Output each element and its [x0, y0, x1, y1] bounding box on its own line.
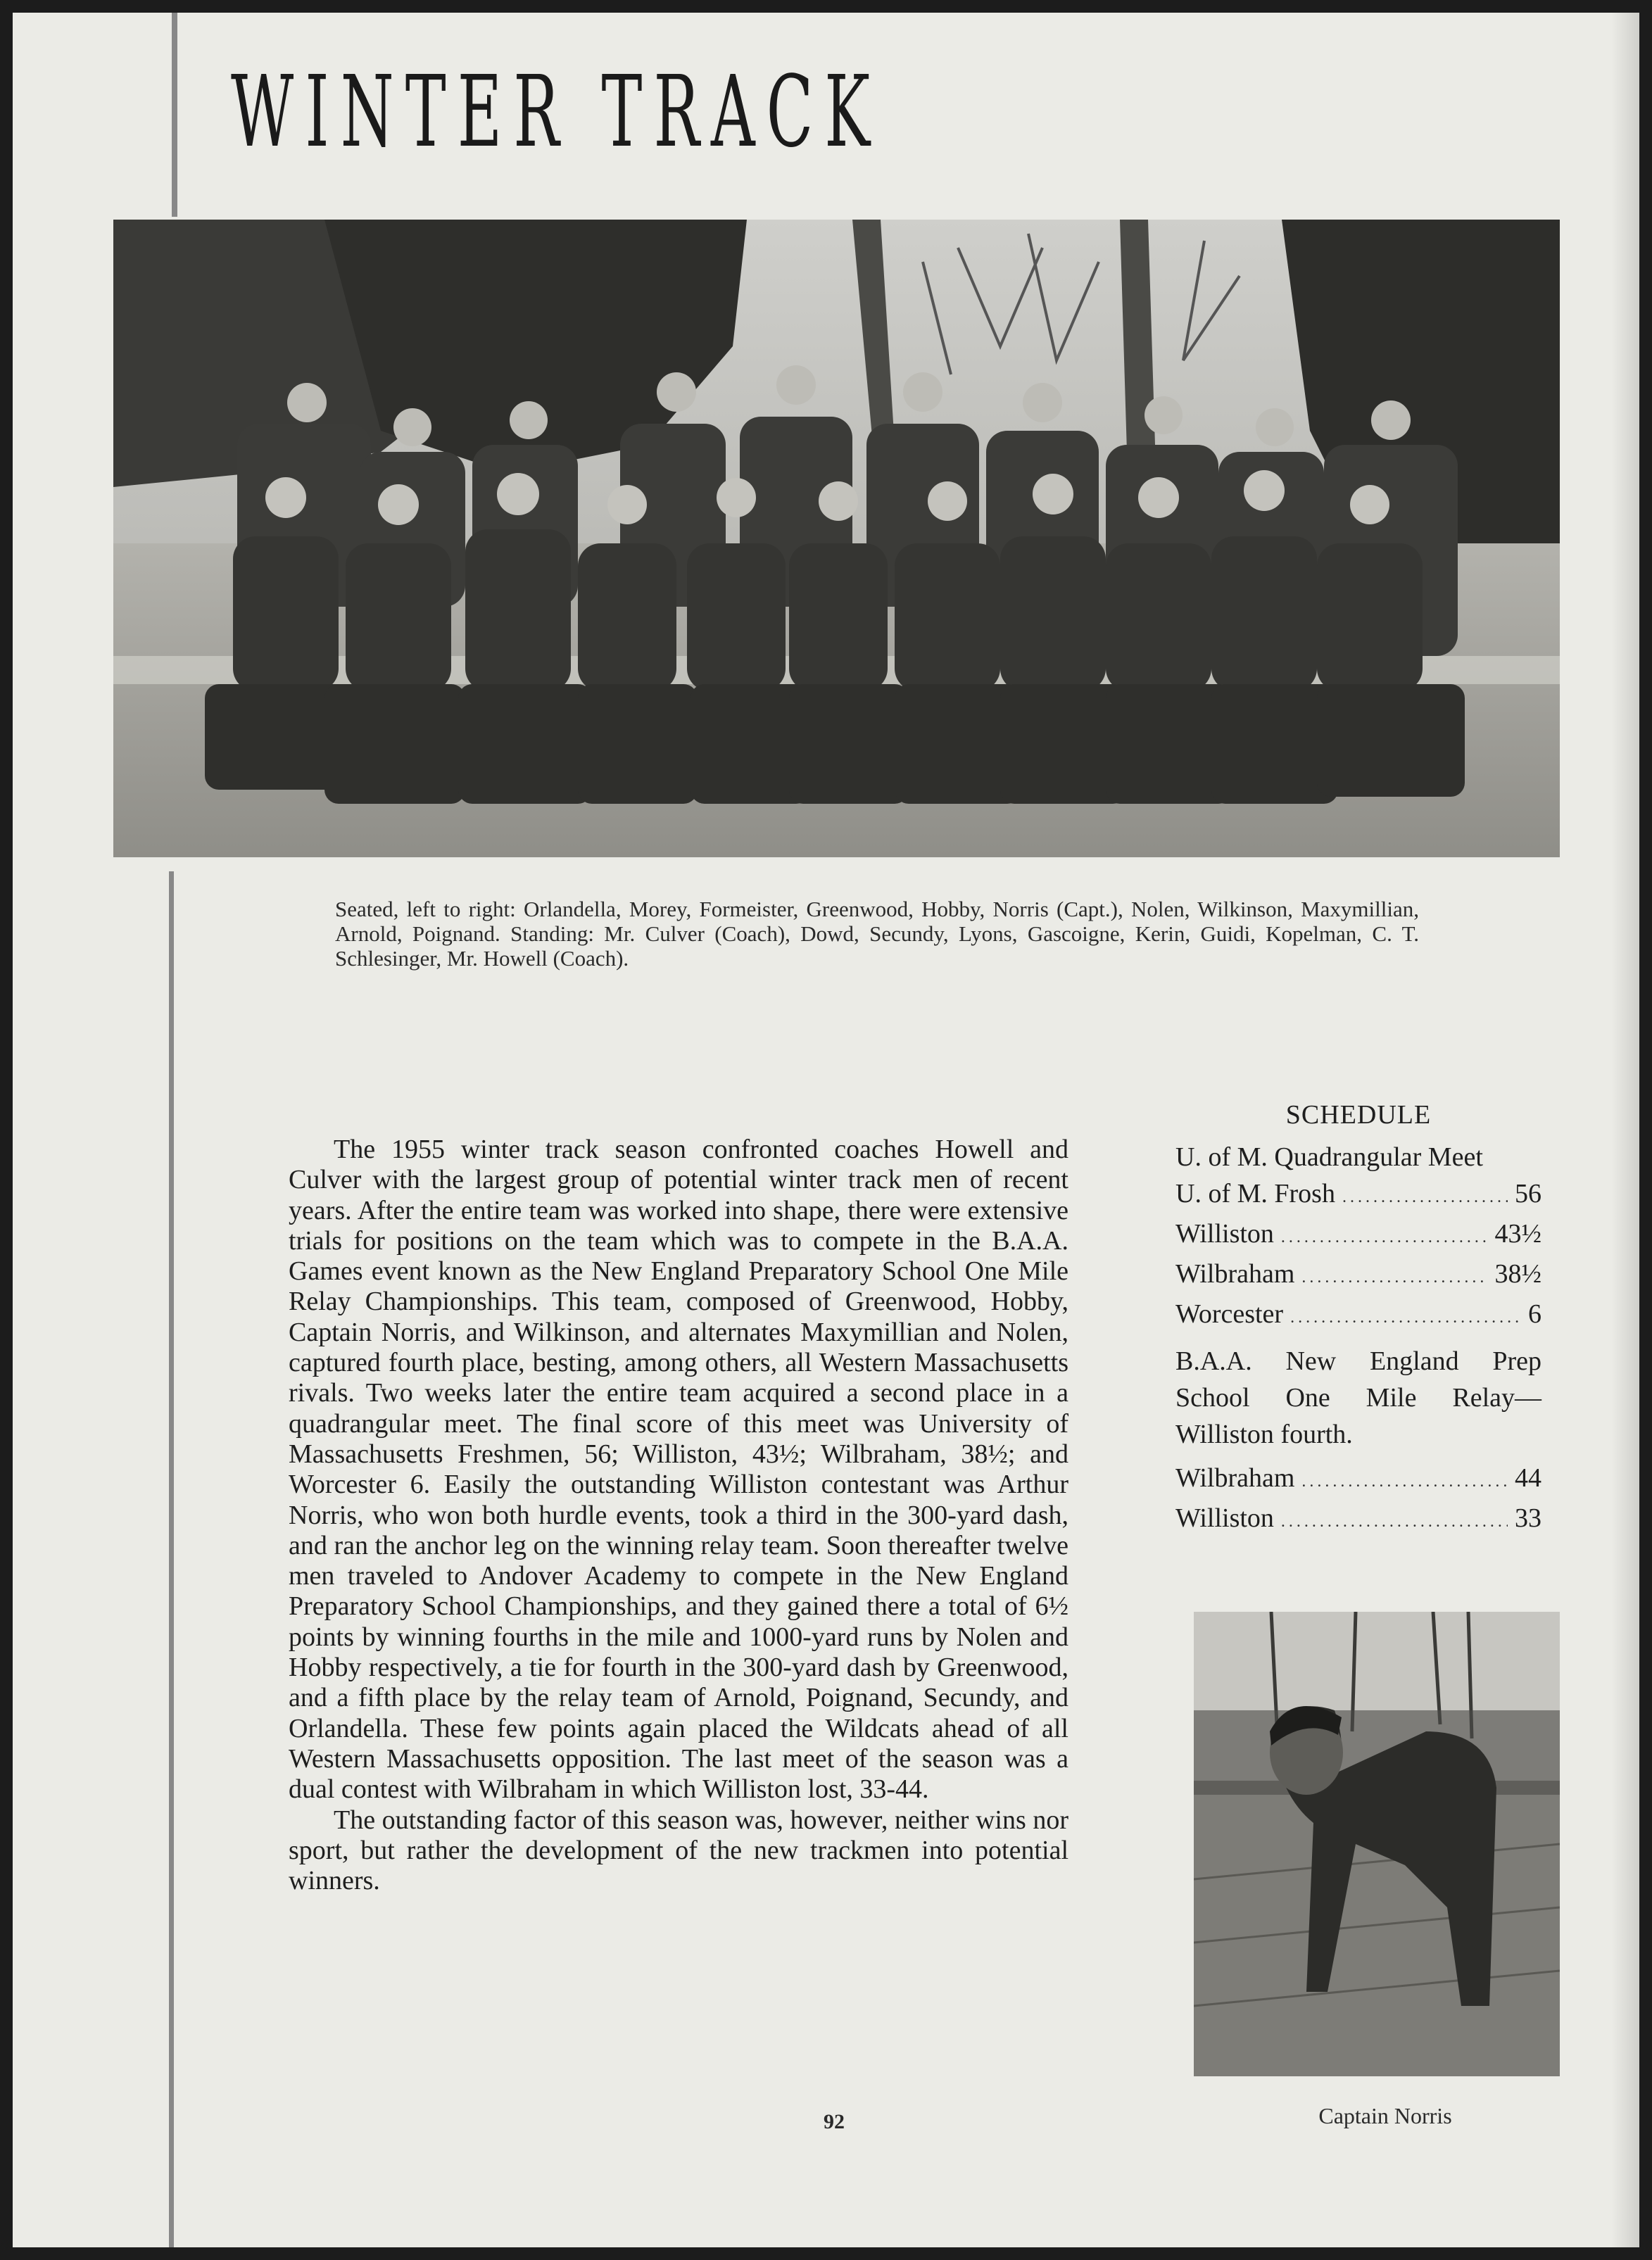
- captain-photo-caption: Captain Norris: [1318, 2103, 1452, 2128]
- schedule-row: [1175, 1500, 1541, 1540]
- schedule-score: 6: [1528, 1299, 1541, 1329]
- leader-dots: [1301, 1259, 1487, 1296]
- schedule-score: 33: [1515, 1503, 1541, 1533]
- schedule-row: [1175, 1175, 1541, 1216]
- schedule-title: SCHEDULE: [1285, 1100, 1432, 1130]
- team-photo-caption: Seated, left to right: Orlandella, Morey, Formeister, Greenwood, Hobby, Norris (Capt.), Nolen, Wilkinson, Maxymillian, Arnold, Poignand. Standing: Mr. Culver (Coach), Dowd, Secundy, Lyons, Gascoigne, Kerin, Guidi, Kopelman, C. T. Schlesinger, Mr. Howell (Coach).: [335, 897, 1419, 971]
- meet-2-title: B.A.A. New England Prep School One Mile Relay— Williston fourth.: [1175, 1346, 1541, 1449]
- article-paragraph-2: The outstanding factor of this season was, however, neither wins nor sport, but rather the development of the new trackmen into potential winners.: [289, 1805, 1068, 1896]
- left-margin-rule-bottom: [169, 871, 174, 2247]
- schedule-score: 44: [1515, 1463, 1541, 1493]
- schedule-score: 43½: [1494, 1219, 1541, 1249]
- schedule-box: [1175, 1097, 1541, 1540]
- leader-dots: [1281, 1219, 1488, 1256]
- schedule-score: 38½: [1494, 1259, 1541, 1289]
- schedule-score: 56: [1515, 1179, 1541, 1208]
- schedule-team: U. of M. Frosh: [1175, 1179, 1335, 1208]
- schedule-row: [1175, 1256, 1541, 1296]
- schedule-team: Williston: [1175, 1503, 1274, 1533]
- article-paragraph-1: The 1955 winter track season confronted coaches Howell and Culver with the largest group of potential winter track men of recent years. After the entire team was worked into shape, there were extensive trials for positions on the team which was to compete in the B.A.A. Games event known as the New England Preparatory School One Mile Relay Championships. This team, composed of Greenwood, Hobby, Captain Norris, and Wilkinson, and alternates Maxymillian and Nolen, captured fourth place, besting, among others, all Western Massachusetts rivals. Two weeks later the entire team acquired a second place in a quadrangular meet. The final score of this meet was University of Massachusetts Freshmen, 56; Williston, 43½; Wilbraham, 38½; and Worcester 6. Easily the outstanding Williston contestant was Arthur Norris, who won both hurdle events, took a third in the 300-yard dash, and ran the anchor leg on the winning relay team. Soon thereafter twelve men traveled to Andover Academy to compete in the New England Preparatory School Championships, and they gained there a total of 6½ points by winning fourths in the mile and 1000-yard runs by Nolen and Hobby respectively, a tie for fourth in the 300-yard dash by Greenwood, and a fifth place by the relay team of Arnold, Poignand, Secundy, and Orlandella. These few points again placed the Wildcats ahead of all Western Massachusetts opposition. The last meet of the season was a dual contest with Wilbraham in which Williston lost, 33-44.: [289, 1135, 1068, 1805]
- leader-dots: [1281, 1503, 1508, 1540]
- article-body: [289, 1135, 1068, 1896]
- leader-dots: [1342, 1179, 1508, 1216]
- left-margin-rule-top: [172, 13, 177, 217]
- leader-dots: [1301, 1463, 1508, 1500]
- schedule-row: [1175, 1296, 1541, 1336]
- schedule-team: Wilbraham: [1175, 1259, 1295, 1289]
- leader-dots: [1290, 1299, 1521, 1336]
- schedule-team: Wilbraham: [1175, 1463, 1295, 1493]
- yearbook-page: [13, 13, 1639, 2247]
- schedule-team: Worcester: [1175, 1299, 1284, 1329]
- meet-1-title: U. of M. Quadrangular Meet: [1175, 1142, 1483, 1172]
- team-photo: [113, 220, 1560, 857]
- schedule-team: Williston: [1175, 1219, 1274, 1249]
- captain-photo: [1194, 1612, 1560, 2076]
- page-number: 92: [824, 2110, 845, 2133]
- schedule-row: [1175, 1216, 1541, 1256]
- schedule-row: [1175, 1460, 1541, 1500]
- page-title: WINTER TRACK: [231, 55, 882, 170]
